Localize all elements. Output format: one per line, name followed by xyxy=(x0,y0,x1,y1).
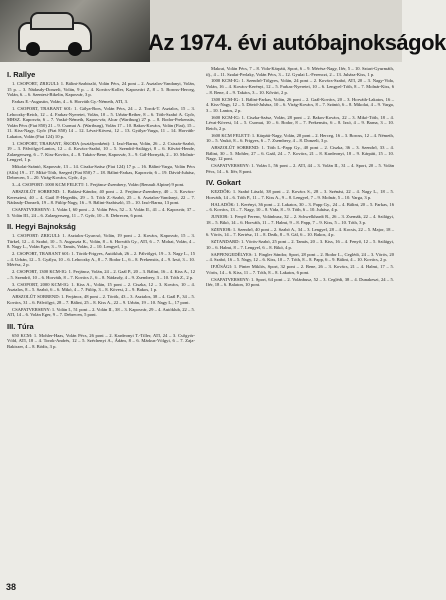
results-paragraph: 1300 KCM-IG: 1. Bálint-Farkas, Volán, 26 pont – 2. Gaál-Kovács, 20 – 3. Horváth-Lakatos, 16 – 4. Kiss-Nagy, 12 – 5. Dávid-Juhász, 10 – 6. Virág-Kovács, 8 – 7. Szántó, 6 – 8. Mikolai, 4 – 9. Varga, 3 – 10. Lantos, 2 p. xyxy=(206,96,394,113)
results-paragraph: 1. CSOPORT, TRABANT, ŠKODA (osztályonként): 1. Izsó-Barna, Volán, 26 – 2. Csiszár-Szabó, 19 – 3. Pálvölgyi-Lantos, 12 – 4. Kovács-Szabó, 10 – 5. Szendrő-Szilágyi, 8 – 6. Kővári-Hende, Zalaegerszeg, 6 – 7. Kiss-Kovács, 4 – 8. Takács-Bene, Kaposvár, 3 – 9. Gál-Hornyák, 2 – 10. Molnár-Lengyel, 1 p. xyxy=(7,140,195,163)
results-paragraph: JUNIOR: 1. Fenyő Ferenc, Volánbusz, 32 – 2. Schwelkhardt R., 26 – 3. Zsemák, 22 – 4. Szilágyi, 18 – 5. Bikó, 14 – 6. Horváth, 11 – 7. Halmi, 9 – 8. Papp, 7 – 9. Kiss, 5 – 10. Tóth, 3 p. xyxy=(206,214,394,225)
page-number: 38 xyxy=(6,582,17,592)
left-column xyxy=(7,66,195,351)
section-heading: III. Túra xyxy=(7,321,34,331)
results-paragraph: CSAPATVERSENY: 1. Volán I., 51 pont – 2. Volán II., 38 – 3. Kaposvár, 29 – 4. Autóklub, 22 – 5. ATI, 14 – 6. Volán Eger, 9 – 7. Debrecen, 5 pont. xyxy=(7,306,195,318)
results-paragraph: ABSZOLÚT SORREND: 1. Tóth L.-Papp Gy., 40 pont – 2. Ciszka, 36 – 3. Szendrő, 33 – 4. Bálint, 30 – 5. Mohler, 27 – 6. Gaál, 24 – 7. Kovács, 21 – 8. Kardeonyi, 18 – 9. Kárpáti, 15 – 10. Nagy, 12 pont. xyxy=(206,145,394,162)
results-paragraph: 3.–4. CSOPORT: 1000 KCM FELETT: 1. Ferjáncz-Zsembery, Volán (Renault Alpine) 9 pont. xyxy=(12,182,185,188)
results-paragraph: 1600 KCM FELETT: 1. Kárpáti-Nagy, Volán, 20 pont – 2. Herceg, 16 – 3. Boross, 12 – 4. Németh, 10 – 5. Vaskó, 8 – 6. Frigyes, 6 – 7. Zsembery, 4 – 8. Donzeli, 3 p. xyxy=(206,132,394,144)
results-paragraph: SAPPENGEDÉLYES: 1. Fingler Sándor, Sport, 28 pont – 2. Bodor L., Ceglédi, 24 – 3. Vörös, 20 – 4. Szabó, 16 – 5. Nagy, 12 – 6. Kiss, 10 – 7. Tóth, 8 – 8. Papp, 6 – 9. Bálint, 4 – 10. Kovács, 2 p. xyxy=(206,251,394,263)
page-title: Az 1974. évi autóbajnokságok xyxy=(148,30,446,55)
results-paragraph: CSAPATVERSENY: 1. Sport, 64 pont – 2. Volánbusz, 52 – 3. Ceglédi, 38 – 4. Dunakeszi, 24 – 5. Ifér, 18 – 6. Balaton, 10 pont. xyxy=(206,276,394,288)
results-paragraph: ABSZOLÚT SORREND: 1. Balázsi-Kándor, 40 pont – 2. Ferjáncz-Zsembery, 40 – 3. Kovács-Keresztesi, 40 – 4. Gaál P.-Hegedűs, 29 – 5. Tóth Z.-Szabó, 25 – 6. Asztalos-Vandanyi, 22 – 7. Nádasdy-Donzeli, 19 – 8. Fülöp-Nagy, 16 – 9. Bálint-Szabiszló, 15 – 10. Izsó-Barna, 13 pont. xyxy=(7,189,195,206)
results-paragraph: 2. CSOPORT, TRABANT 601: 1. Török-Frigyes, Autóklub, 26 – 2. Pálvölgyi, 19 – 3. Nagy L., 15 – 4. Urbán, 12 – 5. Gyálya, 10 – 6. Lehoczky A., 8 – 7. Bodor L., 6 – 8. Prekensits, 4 – 9. Izsó, 3 – 10. Mérész, 2 p. xyxy=(7,251,195,268)
results-paragraph: IFJÚSÁGI: 1. Pinter Miklós, Sport, 32 pont – 2. Bene, 26 – 3. Kovács, 21 – 4. Halmi, 17 – 5. Vörös, 14 – 6. Kiss, 11 – 7. Tóth, 8 – 8. Lakatos, 6 pont. xyxy=(206,264,394,275)
results-paragraph: 1. CSOPORT: ZRIGULI: 1. Asztalos-Gyurcsó, Volán, 19 pont – 2. Kovács, Kaposvár, 15 – 3. Türkel, 12 – 4. Szabó, 10 – 5. Auguszta K., Volán, 8 – 6. Horváth Gy., ATI, 6 – 7. Mohai, Volán, 4 – 8. Nagy L., Volán Eger, 3 – 9. Tamás, Volán, 2 – 10. Lengyel, 1 p. xyxy=(7,233,195,250)
results-paragraph: 3. CSOPORT, 2000 KCM-IG: 1. Kiss A., Volán, 15 pont – 2. Ciszka, 12 – 3. Kovács, 10 – 4. Asztalos, 8 – 5. Szabó, 6 – 6. Mikó, 4 – 7. Fülöp, 3 – 8. Kövesi, 2 – 9. Bakos, 1 p. xyxy=(7,281,195,293)
results-paragraph: SZTANDARD: 1. Vörös-Szabó, 25 pont – 2. Tamás, 20 – 3. Kiss, 16 – 4. Fenyő, 12 – 5. Szilágyi, 10 – 6. Halmi, 8 – 7. Lengyel, 6 – 8. Bikó, 4 p. xyxy=(206,239,394,250)
results-paragraph: 1600 KCM-IG: 1. Ciszka-Szász, Volán, 28 pont – 2. Bakos-Kovács, 22 – 3. Mikó-Tóth, 18 – 4. Lévai-Kövesi, 14 – 5. Csomai, 10 – 6. Bodor, 8 – 7. Prekensits, 6 – 8. Izsó, 4 – 9. Barna, 3 – 10. Reich, 2 p. xyxy=(206,114,394,131)
right-column xyxy=(206,66,394,289)
wheel-icon xyxy=(26,42,40,56)
rally-car-photo xyxy=(0,0,150,62)
results-paragraph: Mikolai-Szántó, Kaposvár, 13 – 14. Ciszka-Szász (Fiat 124) 17 p. – 16. Bálint-Varga, Volán Pécs (Alfa) 19 – 17. Mikó-Tóth, Szeged (Fiat 850) 7 – 18. Bálint-Farkas, Kaposvár, 6 – 19. Dávid-Juhász, Debrecen, 5 – 20. Virág-Kovács, Győr, 4 p. xyxy=(7,164,195,181)
results-paragraph: KEZDŐK: 1. Szabó László, 38 pont – 2. Kovács S., 28 – 3. Szénási, 22 – 4. Nagy L., 18 – 5. Horváth, 14 – 6. Tóth P., 11 – 7. Kiss A., 9 – 8. Lengyel, 7 – 9. Molnár, 5 – 10. Varga, 3 p. xyxy=(206,189,394,200)
results-paragraph: HALADÓK: 1. Kerényi, 36 pont – 2. Lakatos, 30 – 3. Papp Gy., 24 – 4. Bálint, 20 – 5. Farkas, 16 – 6. Kovács, 13 – 7. Nagy, 10 – 8. Vida, 8 – 9. Tóth, 6 – 10. Juhász, 4 p. xyxy=(206,201,394,213)
section-heading: II. Hegyi Bajnokság xyxy=(7,222,76,232)
wheel-icon xyxy=(68,42,82,56)
section-heading: IV. Gokart xyxy=(206,178,241,188)
results-paragraph: 2. CSOPORT, 1300 KCM-IG: 1. Ferjáncz, Volán, 24 – 2. Gaál P., 20 – 3. Bálint, 16 – 4. Kiss A., 12 – 5. Szendrő, 10 – 6. Horváth, 8 – 7. Kovács J., 6 – 8. Nádasdy, 4 – 9. Zsembery, 3 – 10. Tóth Z., 2 p. xyxy=(7,269,195,280)
results-paragraph: 650 KCM: 1. Mohler-Haas, Volán Pécs, 26 pont – 2. Kardeonyi T.-Tiller, ATI, 24 – 3. Csőgyór-Völd, ATI, 18 – 4. Torok-Andrés, 12 – 5. Széchenyi A., Ádám, 8 – 6. Márkus-Völgyi, 6 – 7. Zaja-Bakiszer, 4 – 8. Bódis, 3 p. xyxy=(7,332,195,350)
header-banner xyxy=(0,0,446,62)
results-paragraph: CSAPATVERSENY: 1. Volán I., 56 pont – 2. ATI, 44 – 3. Volán II., 31 – 4. Sport, 20 – 5. Volán Pécs, 14 – 6. Ifér, 8 pont. xyxy=(206,163,394,174)
section-heading: I. Rallye xyxy=(7,70,36,79)
results-paragraph: SZENIOR: 1. Szendrő, 40 pont – 2. Szabó A., 34 – 3. Lengyel, 28 – 4. Kocsis, 22 – 5. Major, 18 – 6. Vörös, 14 – 7. Kertész, 11 – 8. Deák, 8 – 9. Gál, 6 – 10. Bakos, 4 p. xyxy=(206,226,394,238)
results-paragraph: Makrai, Volán Pécs, 7 – 8. Vida-Kárpáti, Sport, 6 – 9. Mérész-Nagy, Ifér, 5 – 10. Sztari-Gyurmáth, ifj., 4 – 11. Szalai-Perlaky, Volán Pécs, 3 – 12. Gyulai L.-Ferenczi, 2 – 13. Juhász-Kiss, 1 p. xyxy=(206,66,394,77)
results-paragraph: 1. CSOPORT, TRABANT 601: 1. Gálya-Bors, Volán Pécs, 24 – 2. Torok-T. Asztalos, 15 – 3. Lehoczky-Reich, 12 – 4. Farkas-Nyeretei, Volán, 10 – 5. Urbán-Reiber, 8 – 6. Tóth-Szabó A. Győr, MHSZ. Kaposvár, 6 – 7. Vaskó-Németh, Kapos-vár, Alcar (Wartburg) 27 p. – 8. Bodor-Prekensits, Volán Pécs (Fiat 850) 21 – 9. Csomai A. (Wartburg), Volán 17 – 10. Bakos-Kovács, Volán (Fiat), 15 – 11. Kiss-Nagy, Győr (Fiat 850) 14 – 12. Lévai-Kövesi, 12 – 13. Gyálya-Varga, 11 – 14. Horváth-Lakatos, Volán (Fiat 124) 10 p. xyxy=(7,105,195,139)
results-paragraph: ABSZOLÚT SORREND: 1. Ferjáncz, 48 pont – 2. Török, 43 – 3. Asztalos, 38 – 4. Gaál P., 34 – 5. Kovács, 31 – 6. Pálvölgyi, 28 – 7. Bálint, 25 – 8. Kiss A., 22 – 9. Urbán, 19 – 10. Nagy L., 17 pont. xyxy=(7,294,195,305)
results-paragraph: CSAPATVERSENY: 1. Volán I, 60 pont – 2. Volán Pécs, 52 – 3. Volán II., 41 – 4. Kaposvár, 37 – 5. Volán III., 24 – 6. Zalaegerszeg, 11 – 7. Győr, 10 – 8. Debrecen, 6 pont. xyxy=(7,207,195,218)
results-paragraph: 1. CSOPORT, ZRIGULI: 1. Bálint-Szabiszló, Volán Pécs, 24 pont – 2. Asztalos-Vandanyi, Volán, 15 p. – 3. Nádasdy-Donzeli, Volán, 9 p. – 4. Kovács-Koller, Kaposvári Z, 8 – 5. Boross-Herceg, Volán, 6. – 6. Szentesi-Bikelin, Kaposvár, 3 p. xyxy=(7,81,195,98)
results-paragraph: 1000 KCM-IG: 1. Szendrő-Tölgyes, Volán, 24 pont – 2. Kovács-Szabó, ATI, 20 – 3. Nagy-Vida, Volán, 16 – 4. Kovács-Kerényi, 12 – 5. Farkas-Nyeretei, 10 – 6. Lengyel-Tóth, 8 – 7. Molnár-Kiss, 6 – 8. Bene, 4 – 9. Takács, 3 – 10. Kővári, 2 p. xyxy=(206,78,394,95)
results-paragraph: Farkas E.-Augustin, Volán, 4 – 6. Horváth Gy.-Németh, ATI, 3. xyxy=(12,99,129,105)
